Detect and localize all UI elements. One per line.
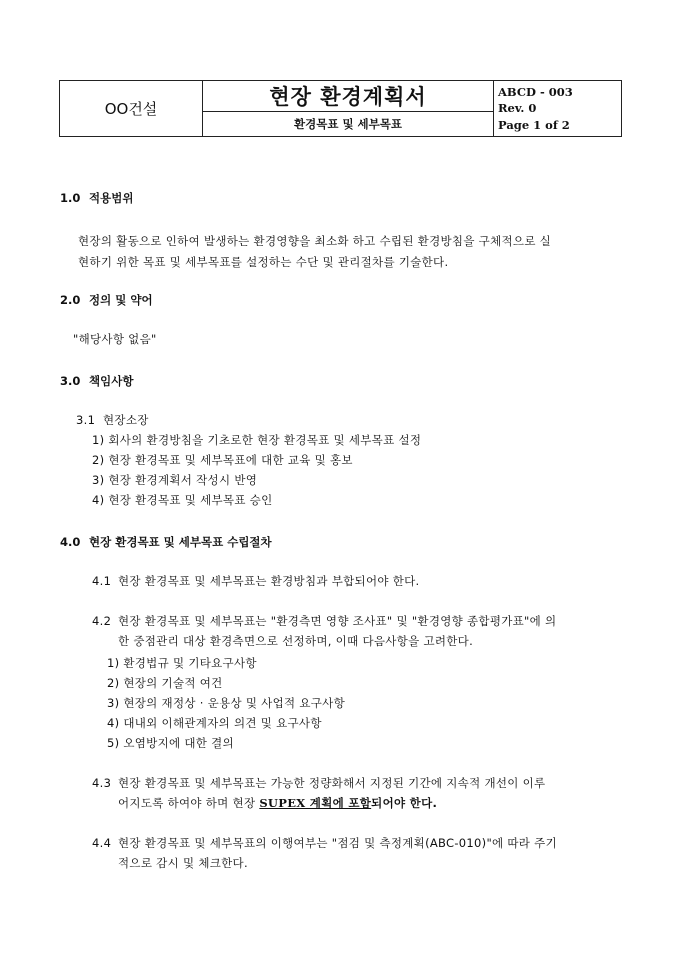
document-number: ABCD - 003	[498, 84, 573, 99]
section-number: 1.0	[60, 191, 81, 205]
document-header-table	[59, 80, 622, 137]
subsection-number: 3.1	[76, 413, 96, 427]
section-2-heading	[60, 292, 153, 308]
list-item: 4) 대내외 이해관계자의 의견 및 요구사항	[107, 716, 322, 730]
paragraph-text: 현장 환경목표 및 세부목표는 가능한 정량화해서 지정된 기간에 지속적 개선이 이루	[118, 776, 546, 790]
paragraph-number: 4.1	[92, 574, 112, 588]
list-item: 3) 현장 환경계획서 작성시 반영	[92, 473, 258, 487]
revision: Rev. 0	[498, 101, 537, 116]
paragraph-4-3-line-2	[118, 795, 437, 811]
section-4-heading	[60, 534, 272, 550]
list-item: 5) 오염방지에 대한 결의	[107, 736, 234, 750]
paragraph-4-4-line-2: 적으로 감시 및 체크한다.	[118, 856, 248, 870]
paragraph-4-4-line-1	[92, 835, 557, 851]
paragraph-text: 어지도록 하여야 하며 현장	[118, 796, 260, 810]
list-item: 4) 현장 환경목표 및 세부목표 승인	[92, 493, 273, 507]
paragraph-text: 현장 환경목표 및 세부목표는 "환경측면 영향 조사표" 및 "환경영향 종합평가표"에 의	[118, 614, 557, 628]
list-item: 2) 현장 환경목표 및 세부목표에 대한 교육 및 홍보	[92, 453, 353, 467]
paragraph-4-2-line-2: 한 중점관리 대상 환경측면으로 선정하며, 이때 다음사항을 고려한다.	[118, 634, 474, 648]
emphasized-text: SUPEX 계획에 포함	[259, 796, 372, 810]
list-item: 2) 현장의 기술적 여건	[107, 676, 223, 690]
page-indicator: Page 1 of 2	[498, 117, 570, 132]
list-item: 3) 현장의 재정상 · 운용상 및 사업적 요구사항	[107, 696, 345, 710]
section-number: 3.0	[60, 374, 81, 388]
list-item: 1) 회사의 환경방침을 기초로한 현장 환경목표 및 세부목표 설정	[92, 433, 422, 447]
section-title: 적용범위	[89, 191, 134, 205]
paragraph-4-3-line-1	[92, 775, 545, 791]
section-number: 4.0	[60, 535, 81, 549]
paragraph-number: 4.2	[92, 614, 112, 628]
paragraph-number: 4.3	[92, 776, 112, 790]
section-title: 책임사항	[89, 374, 134, 388]
section-1-heading	[60, 190, 133, 206]
section-title: 현장 환경목표 및 세부목표 수립절차	[89, 535, 272, 549]
paragraph-number: 4.4	[92, 836, 112, 850]
paragraph-text: 현장 환경목표 및 세부목표는 환경방침과 부합되어야 한다.	[118, 574, 420, 588]
document-title: 현장 환경계획서	[203, 81, 494, 112]
section-number: 2.0	[60, 293, 81, 307]
subsection-title: 현장소장	[103, 413, 149, 427]
paragraph-4-1	[92, 573, 420, 589]
document-subtitle: 환경목표 및 세부목표	[203, 112, 494, 137]
section-title: 정의 및 약어	[89, 293, 153, 307]
subsection-3-1	[76, 412, 149, 428]
emphasized-text-tail: 되어야 한다.	[371, 796, 438, 810]
company-name: OO건설	[60, 81, 203, 137]
list-item: 1) 환경법규 및 기타요구사항	[107, 656, 257, 670]
paragraph-text: 현장 환경목표 및 세부목표의 이행여부는 "점검 및 측정계획(ABC-010)"에 따라 주기	[118, 836, 557, 850]
section-1-line-1: 현장의 활동으로 인하여 발생하는 환경영향을 최소화 하고 수립된 환경방침을 구체적으로 실	[78, 234, 552, 248]
paragraph-4-2-line-1	[92, 613, 556, 629]
document-meta	[494, 81, 622, 137]
section-3-heading	[60, 373, 133, 389]
section-2-body: "해당사항 없음"	[73, 332, 157, 346]
section-1-line-2: 현하기 위한 목표 및 세부목표를 설정하는 수단 및 관리절차를 기술한다.	[78, 255, 449, 269]
